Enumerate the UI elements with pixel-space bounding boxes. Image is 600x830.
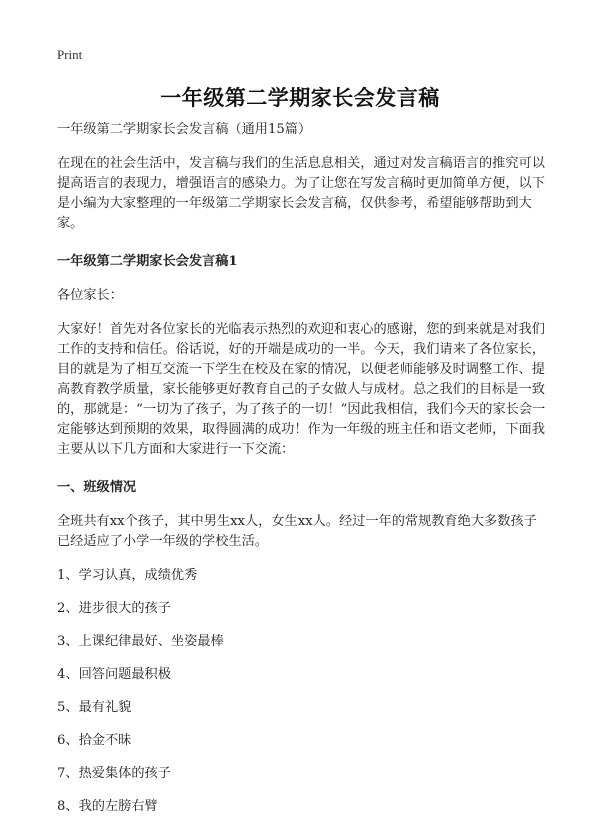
award-item: 1、学习认真，成绩优秀	[57, 568, 198, 583]
award-item: 6、拾金不昧	[57, 733, 132, 748]
award-item: 8、我的左膀右臂	[57, 799, 158, 814]
award-item: 2、进步很大的孩子	[57, 601, 171, 616]
intro-paragraph: 在现在的社会生活中，发言稿与我们的生活息息相关，通过对发言稿语言的推究可以提高语言的表现力，增强语言的感染力。为了让您在写发言稿时更加简单方便，以下是小编为大家整理的一年级第二学期家长会发言稿，仅供参考，希望能够帮助到大家。	[57, 156, 545, 231]
award-item: 3、上课纪律最好、坐姿最棒	[57, 634, 224, 649]
document-body	[57, 120, 547, 830]
print-link[interactable]: Print	[57, 47, 83, 62]
award-item: 5、最有礼貌	[57, 700, 132, 715]
document-subtitle: 一年级第二学期家长会发言稿（通用15篇）	[57, 122, 312, 137]
speech-paragraph: 大家好！首先对各位家长的光临表示热烈的欢迎和衷心的感谢，您的到来就是对我们工作的支持和信任。俗话说，好的开端是成功的一半。今天，我们请来了各位家长，目的就是为了相互交流一下学生在校及在家的情况，以便老师能够及时调整工作、提高教育教学质量，家长能够更好教育自己的子女做人与成材。总之我们的目标是一致的，那就是：“一切为了孩子，为了孩子的一切！”因此我相信，我们今天的家长会一定能够达到预期的效果，取得圆满的成功！作为一年级的班主任和语文老师，下面我主要从以下几方面和大家进行一下交流：	[57, 322, 546, 457]
award-list	[57, 566, 547, 817]
document-title: 一年级第二学期家长会发言稿	[160, 85, 440, 110]
class-heading: 一、班级情况	[57, 480, 137, 495]
award-item: 7、热爱集体的孩子	[57, 766, 171, 781]
section-heading: 一年级第二学期家长会发言稿1	[57, 254, 238, 269]
award-item: 4、回答问题最积极	[57, 667, 171, 682]
greeting: 各位家长：	[57, 288, 123, 303]
class-paragraph: 全班共有xx个孩子，其中男生xx人，女生xx人。经过一年的常规教育绝大多数孩子已经适应了小学一年级的学校生活。	[57, 514, 537, 549]
